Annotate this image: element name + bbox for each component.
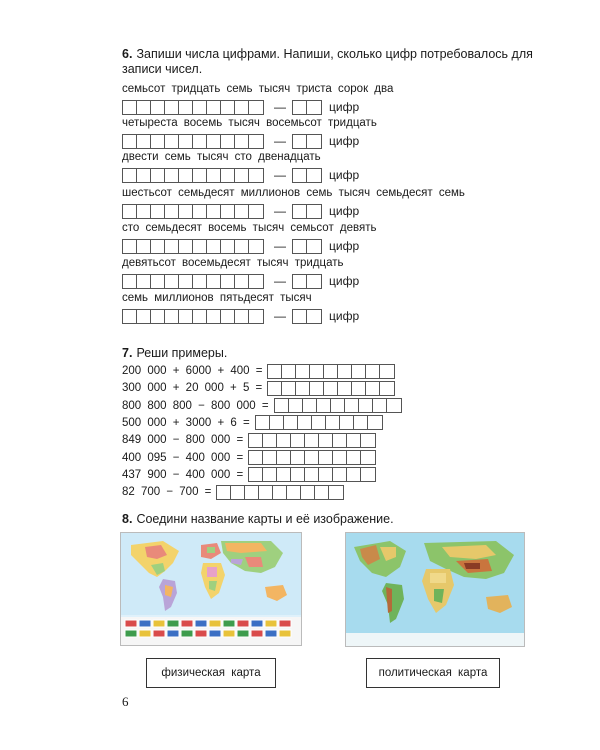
digit-cell[interactable]: [345, 399, 359, 412]
task8-heading: [122, 512, 394, 527]
digit-cell[interactable]: [249, 310, 263, 323]
task7-example-row: [122, 398, 402, 414]
dash-separator: —: [274, 274, 286, 288]
example-expression: 82 700 − 700 =: [122, 486, 212, 499]
digit-cell[interactable]: [137, 101, 151, 114]
task6-phrase: двести семь тысяч сто двенадцать: [122, 151, 321, 163]
unit-label: цифр: [329, 168, 360, 182]
digit-cell[interactable]: [179, 101, 193, 114]
digit-cell[interactable]: [249, 205, 263, 218]
digit-count-cells[interactable]: [292, 134, 322, 149]
digit-cell[interactable]: [366, 382, 380, 395]
digit-cell[interactable]: [277, 451, 291, 464]
digit-cell[interactable]: [291, 434, 305, 447]
unit-label: цифр: [329, 134, 360, 148]
digit-cell[interactable]: [165, 310, 179, 323]
digit-cell[interactable]: [293, 240, 307, 253]
digit-cell[interactable]: [317, 399, 331, 412]
digit-count-cells[interactable]: [292, 168, 322, 183]
task7-example-row: [122, 363, 395, 379]
task6-heading: [122, 47, 533, 62]
digit-cell[interactable]: [352, 365, 366, 378]
result-answer-cells[interactable]: [248, 450, 376, 465]
digit-cell[interactable]: [293, 310, 307, 323]
digit-cell[interactable]: [305, 468, 319, 481]
digit-cell[interactable]: [307, 135, 321, 148]
digit-cell[interactable]: [249, 434, 263, 447]
digit-cell[interactable]: [151, 101, 165, 114]
digit-cell[interactable]: [293, 101, 307, 114]
digit-cell[interactable]: [221, 275, 235, 288]
task7-example-row: [122, 380, 395, 396]
digit-cell[interactable]: [235, 135, 249, 148]
digit-cell[interactable]: [307, 169, 321, 182]
digit-cell[interactable]: [193, 169, 207, 182]
digit-cell[interactable]: [284, 416, 298, 429]
digit-cell[interactable]: [310, 365, 324, 378]
digit-cell[interactable]: [291, 451, 305, 464]
digit-cell[interactable]: [366, 365, 380, 378]
digit-cell[interactable]: [324, 365, 338, 378]
digit-cell[interactable]: [305, 434, 319, 447]
digit-cell[interactable]: [296, 365, 310, 378]
task6-phrase: семьсот тридцать семь тысяч триста сорок два: [122, 83, 394, 95]
digit-cell[interactable]: [277, 434, 291, 447]
digit-cell[interactable]: [303, 399, 317, 412]
digit-cell[interactable]: [380, 382, 394, 395]
digit-cell[interactable]: [231, 486, 245, 499]
digit-cell[interactable]: [207, 135, 221, 148]
digit-cell[interactable]: [331, 399, 345, 412]
task6-answer-row: [122, 238, 359, 254]
task6-answer-row: [122, 133, 359, 149]
digit-cell[interactable]: [179, 310, 193, 323]
task6-answer-row: [122, 308, 359, 324]
digit-cell[interactable]: [165, 275, 179, 288]
digit-cell[interactable]: [296, 382, 310, 395]
digit-count-cells[interactable]: [292, 239, 322, 254]
result-answer-cells[interactable]: [248, 467, 376, 482]
task8-text: Соедини название карты и её изображение.: [136, 512, 394, 526]
digit-cell[interactable]: [137, 135, 151, 148]
number-answer-cells[interactable]: [122, 168, 264, 183]
digit-cell[interactable]: [354, 416, 368, 429]
example-expression: 400 095 − 400 000 =: [122, 451, 244, 464]
task7-example-row: [122, 432, 376, 448]
digit-cell[interactable]: [165, 135, 179, 148]
digit-count-cells[interactable]: [292, 309, 322, 324]
digit-cell[interactable]: [352, 382, 366, 395]
digit-cell[interactable]: [361, 468, 375, 481]
number-answer-cells[interactable]: [122, 309, 264, 324]
digit-cell[interactable]: [319, 434, 333, 447]
number-answer-cells[interactable]: [122, 134, 264, 149]
digit-cell[interactable]: [179, 205, 193, 218]
task7-example-row: [122, 450, 376, 466]
digit-cell[interactable]: [249, 240, 263, 253]
digit-cell[interactable]: [293, 135, 307, 148]
digit-cell[interactable]: [151, 169, 165, 182]
task7-number: 7.: [122, 346, 133, 360]
unit-label: цифр: [329, 239, 360, 253]
digit-cell[interactable]: [151, 205, 165, 218]
digit-cell[interactable]: [193, 205, 207, 218]
task6-phrase: сто семьдесят восемь тысяч семьсот девять: [122, 222, 377, 234]
task7-example-row: [122, 415, 383, 431]
digit-cell[interactable]: [273, 486, 287, 499]
task6-phrase: четыреста восемь тысяч восемьсот тридцать: [122, 117, 377, 129]
unit-label: цифр: [329, 100, 360, 114]
task6-phrase: шестьсот семьдесят миллионов семь тысяч семьдесят семь: [122, 187, 465, 199]
task6-phrase: семь миллионов пятьдесят тысяч: [122, 292, 312, 304]
digit-cell[interactable]: [307, 310, 321, 323]
example-expression: 437 900 − 400 000 =: [122, 468, 244, 481]
digit-cell[interactable]: [298, 416, 312, 429]
digit-cell[interactable]: [207, 169, 221, 182]
digit-cell[interactable]: [235, 101, 249, 114]
digit-cell[interactable]: [307, 275, 321, 288]
digit-cell[interactable]: [293, 205, 307, 218]
digit-cell[interactable]: [137, 240, 151, 253]
digit-cell[interactable]: [312, 416, 326, 429]
digit-cell[interactable]: [301, 486, 315, 499]
digit-cell[interactable]: [151, 275, 165, 288]
result-answer-cells[interactable]: [267, 381, 395, 396]
digit-cell[interactable]: [221, 240, 235, 253]
digit-cell[interactable]: [368, 416, 382, 429]
digit-cell[interactable]: [249, 169, 263, 182]
digit-cell[interactable]: [165, 101, 179, 114]
digit-cell[interactable]: [123, 275, 137, 288]
digit-cell[interactable]: [361, 434, 375, 447]
political-map-image[interactable]: [120, 532, 302, 646]
digit-cell[interactable]: [319, 451, 333, 464]
digit-cell[interactable]: [333, 451, 347, 464]
dash-separator: —: [274, 204, 286, 218]
unit-label: цифр: [329, 274, 360, 288]
digit-cell[interactable]: [137, 275, 151, 288]
digit-cell[interactable]: [275, 399, 289, 412]
dash-separator: —: [274, 100, 286, 114]
digit-cell[interactable]: [179, 135, 193, 148]
physical-map-label[interactable]: физическая карта: [146, 658, 276, 688]
digit-cell[interactable]: [235, 205, 249, 218]
digit-cell[interactable]: [207, 275, 221, 288]
digit-cell[interactable]: [235, 169, 249, 182]
digit-cell[interactable]: [291, 468, 305, 481]
digit-cell[interactable]: [319, 468, 333, 481]
digit-cell[interactable]: [347, 468, 361, 481]
digit-cell[interactable]: [263, 434, 277, 447]
result-answer-cells[interactable]: [255, 415, 383, 430]
task6-heading-line2: записи чисел.: [122, 62, 203, 76]
number-answer-cells[interactable]: [122, 100, 264, 115]
example-expression: 800 800 800 − 800 000 =: [122, 399, 269, 412]
dash-separator: —: [274, 168, 286, 182]
example-expression: 200 000 + 6000 + 400 =: [122, 365, 263, 377]
digit-count-cells[interactable]: [292, 100, 322, 115]
result-answer-cells[interactable]: [216, 485, 344, 500]
digit-cell[interactable]: [380, 365, 394, 378]
digit-cell[interactable]: [123, 205, 137, 218]
digit-cell[interactable]: [207, 310, 221, 323]
example-expression: 849 000 − 800 000 =: [122, 434, 244, 447]
digit-cell[interactable]: [221, 205, 235, 218]
digit-cell[interactable]: [249, 275, 263, 288]
digit-cell[interactable]: [249, 135, 263, 148]
digit-cell[interactable]: [307, 101, 321, 114]
digit-cell[interactable]: [193, 101, 207, 114]
task6-phrase: девятьсот восемьдесят тысяч тридцать: [122, 257, 344, 269]
digit-cell[interactable]: [293, 169, 307, 182]
digit-cell[interactable]: [165, 240, 179, 253]
task6-answer-row: [122, 203, 359, 219]
digit-cell[interactable]: [235, 275, 249, 288]
number-answer-cells[interactable]: [122, 239, 264, 254]
digit-count-cells[interactable]: [292, 204, 322, 219]
digit-cell[interactable]: [123, 310, 137, 323]
task6-number: 6.: [122, 47, 133, 61]
digit-cell[interactable]: [315, 486, 329, 499]
digit-cell[interactable]: [333, 468, 347, 481]
task7-example-row: [122, 484, 344, 500]
digit-cell[interactable]: [221, 310, 235, 323]
digit-cell[interactable]: [151, 240, 165, 253]
digit-cell[interactable]: [123, 240, 137, 253]
digit-cell[interactable]: [310, 382, 324, 395]
digit-cell[interactable]: [179, 275, 193, 288]
digit-cell[interactable]: [207, 240, 221, 253]
digit-cell[interactable]: [221, 101, 235, 114]
digit-cell[interactable]: [340, 416, 354, 429]
digit-cell[interactable]: [123, 169, 137, 182]
digit-cell[interactable]: [137, 205, 151, 218]
digit-cell[interactable]: [277, 468, 291, 481]
digit-cell[interactable]: [326, 416, 340, 429]
unit-label: цифр: [329, 309, 360, 323]
digit-cell[interactable]: [221, 135, 235, 148]
physical-map-image[interactable]: [345, 532, 525, 647]
digit-cell[interactable]: [259, 486, 273, 499]
digit-cell[interactable]: [235, 310, 249, 323]
dash-separator: —: [274, 134, 286, 148]
digit-cell[interactable]: [307, 240, 321, 253]
task7-heading: [122, 346, 227, 361]
example-expression: 300 000 + 20 000 + 5 =: [122, 382, 263, 395]
digit-cell[interactable]: [151, 310, 165, 323]
digit-cell[interactable]: [293, 275, 307, 288]
digit-cell[interactable]: [359, 399, 373, 412]
digit-cell[interactable]: [347, 451, 361, 464]
digit-cell[interactable]: [193, 310, 207, 323]
digit-cell[interactable]: [207, 101, 221, 114]
digit-cell[interactable]: [289, 399, 303, 412]
digit-cell[interactable]: [324, 382, 338, 395]
result-answer-cells[interactable]: [267, 364, 395, 379]
digit-cell[interactable]: [305, 451, 319, 464]
task6-answer-row: [122, 273, 359, 289]
digit-cell[interactable]: [179, 169, 193, 182]
unit-label: цифр: [329, 204, 360, 218]
task6-answer-row: [122, 167, 359, 183]
digit-cell[interactable]: [249, 451, 263, 464]
digit-cell[interactable]: [338, 382, 352, 395]
digit-cell[interactable]: [307, 205, 321, 218]
digit-cell[interactable]: [268, 382, 282, 395]
digit-cell[interactable]: [263, 468, 277, 481]
digit-cell[interactable]: [123, 135, 137, 148]
digit-cell[interactable]: [282, 382, 296, 395]
digit-cell[interactable]: [151, 135, 165, 148]
digit-cell[interactable]: [263, 451, 277, 464]
digit-cell[interactable]: [347, 434, 361, 447]
number-answer-cells[interactable]: [122, 274, 264, 289]
result-answer-cells[interactable]: [274, 398, 402, 413]
dash-separator: —: [274, 239, 286, 253]
digit-cell[interactable]: [373, 399, 387, 412]
digit-cell[interactable]: [245, 486, 259, 499]
digit-cell[interactable]: [217, 486, 231, 499]
task8-number: 8.: [122, 512, 133, 526]
digit-cell[interactable]: [207, 205, 221, 218]
digit-cell[interactable]: [249, 101, 263, 114]
digit-cell[interactable]: [165, 205, 179, 218]
digit-cell[interactable]: [268, 365, 282, 378]
digit-cell[interactable]: [193, 240, 207, 253]
example-expression: 500 000 + 3000 + 6 =: [122, 416, 250, 429]
digit-cell[interactable]: [282, 365, 296, 378]
digit-count-cells[interactable]: [292, 274, 322, 289]
task7-example-row: [122, 467, 376, 483]
digit-cell[interactable]: [329, 486, 343, 499]
physical-map-graphic: [346, 533, 524, 646]
digit-cell[interactable]: [137, 310, 151, 323]
digit-cell[interactable]: [221, 169, 235, 182]
task6-text: Запиши числа цифрами. Напиши, сколько цифр потребовалось для: [136, 47, 533, 61]
digit-cell[interactable]: [235, 240, 249, 253]
digit-cell[interactable]: [270, 416, 284, 429]
digit-cell[interactable]: [137, 169, 151, 182]
digit-cell[interactable]: [338, 365, 352, 378]
digit-cell[interactable]: [193, 275, 207, 288]
digit-cell[interactable]: [179, 240, 193, 253]
page-number: 6: [122, 694, 129, 709]
digit-cell[interactable]: [361, 451, 375, 464]
political-map-graphic: [121, 533, 301, 645]
digit-cell[interactable]: [193, 135, 207, 148]
task6-answer-row: [122, 99, 359, 115]
dash-separator: —: [274, 309, 286, 323]
digit-cell[interactable]: [249, 468, 263, 481]
digit-cell[interactable]: [287, 486, 301, 499]
digit-cell[interactable]: [256, 416, 270, 429]
digit-cell[interactable]: [123, 101, 137, 114]
digit-cell[interactable]: [333, 434, 347, 447]
political-map-label[interactable]: политическая карта: [366, 658, 500, 688]
digit-cell[interactable]: [387, 399, 401, 412]
number-answer-cells[interactable]: [122, 204, 264, 219]
task7-text: Реши примеры.: [136, 346, 228, 360]
digit-cell[interactable]: [165, 169, 179, 182]
result-answer-cells[interactable]: [248, 433, 376, 448]
